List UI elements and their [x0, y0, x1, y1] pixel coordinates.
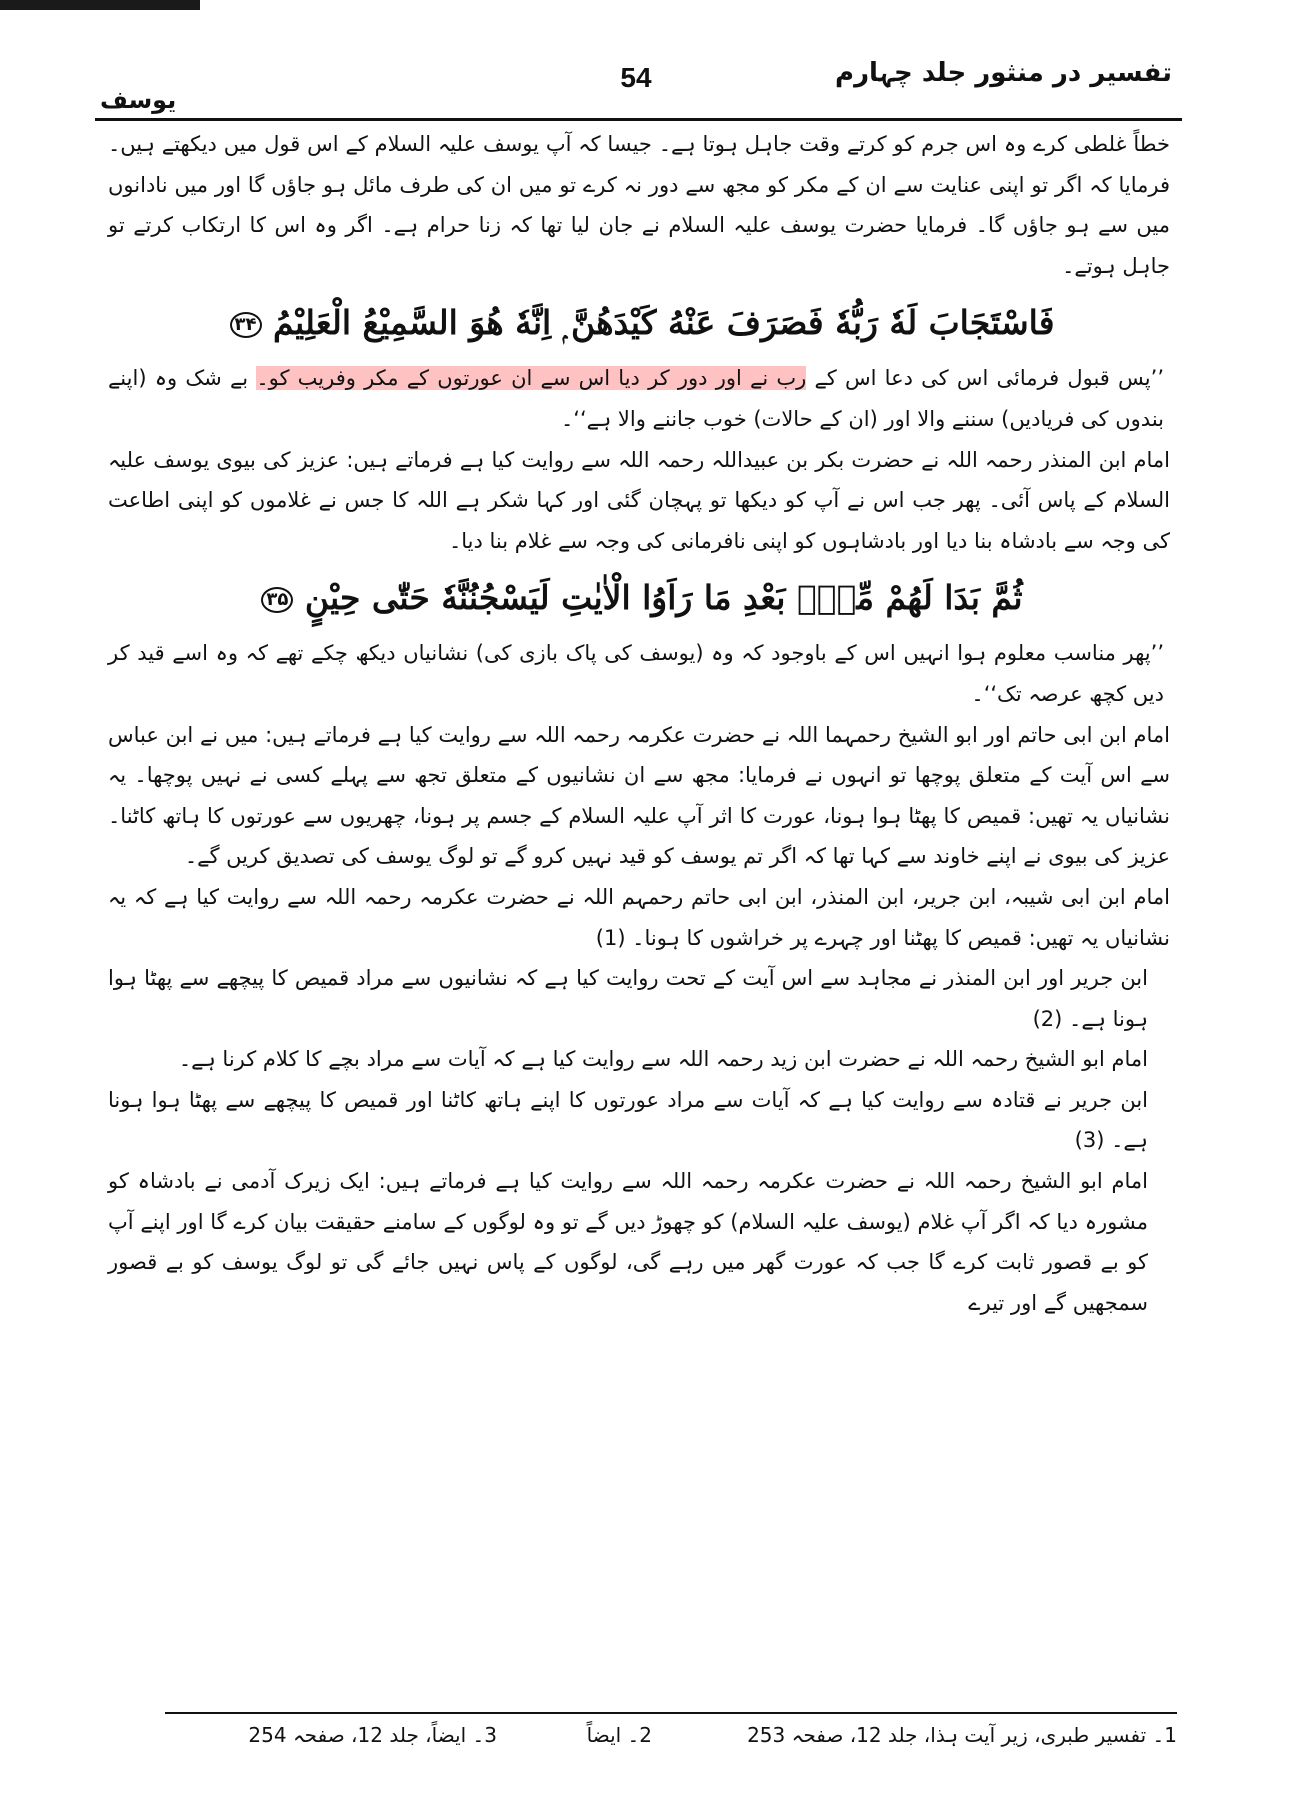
page-header [100, 50, 1172, 114]
quran-verse-34 [108, 292, 1170, 354]
translation-text: ’’پس قبول فرمائی اس کی دعا اس کے [806, 366, 1164, 391]
translation-text-continued: بے شک وہ (اپنے بندوں کی فریادیں) سننے والا اور (ان کے حالات) خوب جاننے والا ہے‘‘۔ [108, 366, 1164, 431]
verse-35-translation: ’’پھر مناسب معلوم ہوا انہیں اس کے باوجود کہ وہ (یوسف کی پاک بازی کی) نشانیاں دیکھ چکے تھے کہ وہ اسے قید کر دیں کچھ عرصہ تک‘‘۔ [108, 641, 1164, 706]
surah-name: یوسف [100, 86, 177, 114]
verse-number-marker: ۳۵ [261, 587, 293, 613]
verse-text: ثُمَّ بَدَا لَهُمْ مِّنْۢ بَعْدِ مَا رَاَوُا الْاٰيٰتِ لَيَسْجُنُنَّهٗ حَتّٰى حِيْنٍ [304, 578, 1023, 618]
footnote-1: 1۔ تفسیر طبری، زیر آیت ہذا، جلد 12، صفحہ 253 [747, 1723, 1177, 1747]
page-number: 54 [620, 62, 652, 93]
paragraph-8: امام ابو الشیخ رحمہ اللہ نے حضرت عکرمہ رحمہ اللہ سے روایت کیا ہے فرماتے ہیں: ایک زیرک آدمی نے بادشاہ کو مشورہ دیا کہ اگر آپ غلام (یوسف علیہ السلام) کو چھوڑ دیں گے تو وہ لوگوں کے سامنے حقیقت بیان کرے گا اور اپنے آپ کو بے قصور ثابت کرے گا جب کہ عورت گھر میں رہے گی، لوگوں کے پاس نہیں جائے گی تو لوگ یوسف کو بے قصور سمجھیں گے اور تیرے [108, 1169, 1148, 1315]
scan-edge-mark [0, 0, 200, 10]
header-divider [95, 118, 1182, 121]
paragraph-6: امام ابو الشیخ رحمہ اللہ نے حضرت ابن زید رحمہ اللہ سے روایت کیا ہے کہ آیات سے مراد بچے کا کلام کرنا ہے۔ [178, 1047, 1148, 1072]
verse-34-translation [108, 358, 1170, 439]
quran-verse-35 [108, 567, 1170, 629]
highlighted-text: رب نے اور دور کر دیا اس سے ان عورتوں کے مکر وفریب کو۔ [256, 366, 807, 391]
footnote-divider [165, 1712, 1177, 1714]
paragraph-5: ابن جریر اور ابن المنذر نے مجاہد سے اس آیت کے تحت روایت کیا ہے کہ نشانیوں سے مراد قمیص کا پیچھے سے پھٹا ہوا ہونا ہے۔ (2) [108, 966, 1148, 1031]
paragraph-4: امام ابن ابی شیبہ، ابن جریر، ابن المنذر، ابن ابی حاتم رحمہم اللہ نے حضرت عکرمہ رحمہ اللہ سے روایت کیا ہے کہ یہ نشانیاں یہ تھیں: قمیص کا پھٹنا اور چہرے پر خراشوں کا ہونا۔ (1) [108, 884, 1170, 950]
footnote-3: 3۔ ایضاً، جلد 12، صفحہ 254 [248, 1723, 497, 1747]
paragraph-1: خطاً غلطی کرے وہ اس جرم کو کرتے وقت جاہل ہوتا ہے۔ جیسا کہ آپ یوسف علیہ السلام کے اس قول میں دیکھتے ہیں۔ فرمایا کہ اگر تو اپنی عنایت سے ان کے مکر کو مجھ سے دور نہ کرے تو میں ان کی طرف مائل ہو جاؤں گا اور میں نادانوں میں سے ہو جاؤں گا۔ فرمایا حضرت یوسف علیہ السلام نے جان لیا تھا کہ زنا حرام ہے۔ اگر وہ اس کا ارتکاب کرتے تو جاہل ہوتے۔ [108, 132, 1170, 278]
book-title: تفسیر در منثور جلد چہارم [835, 58, 1172, 88]
verse-number-marker: ۳۴ [230, 312, 262, 338]
page-body [108, 124, 1170, 1323]
paragraph-7: ابن جریر نے قتادہ سے روایت کیا ہے کہ آیات سے مراد عورتوں کا اپنے ہاتھ کاٹنا اور قمیص کا پیچھے سے پھٹا ہوا ہونا ہے۔ (3) [108, 1087, 1148, 1153]
footnote-2: 2۔ ایضاً [586, 1723, 652, 1747]
paragraph-2: امام ابن المنذر رحمہ اللہ نے حضرت بکر بن عبیداللہ رحمہ اللہ سے روایت کیا ہے فرماتے ہیں: عزیز کی بیوی یوسف علیہ السلام کے پاس آئی۔ پھر جب اس نے آپ کو دیکھا تو پہچان گئی اور کہا شکر ہے اللہ کا جس نے غلاموں کو اپنی اطاعت کی وجہ سے بادشاہ بنا دیا اور بادشاہوں کو اپنی نافرمانی کی وجہ سے غلام بنا دیا۔ [108, 447, 1170, 553]
verse-text: فَاسْتَجَابَ لَهٗ رَبُّهٗ فَصَرَفَ عَنْهُ كَيْدَهُنَّ ۭ اِنَّهٗ هُوَ السَّمِيْعُ الْعَلِيْمُ [273, 303, 1055, 343]
paragraph-3: امام ابن ابی حاتم اور ابو الشیخ رحمہما اللہ نے حضرت عکرمہ رحمہ اللہ سے روایت کیا ہے فرماتے ہیں: میں نے ابن عباس سے اس آیت کے متعلق پوچھا تو انہوں نے فرمایا: مجھ سے ان نشانیوں کے متعلق تجھ سے پہلے کسی نے نہیں پوچھا۔ یہ نشانیاں یہ تھیں: قمیص کا پھٹا ہوا ہونا، عورت کا اثر آپ علیہ السلام کے جسم پر ہونا، چھریوں سے عورتوں کا ہاتھ کاٹنا۔ عزیز کی بیوی نے اپنے خاوند سے کہا تھا کہ اگر تم یوسف کو قید نہیں کرو گے تو لوگ یوسف کی تصدیق کریں گے۔ [108, 722, 1170, 869]
